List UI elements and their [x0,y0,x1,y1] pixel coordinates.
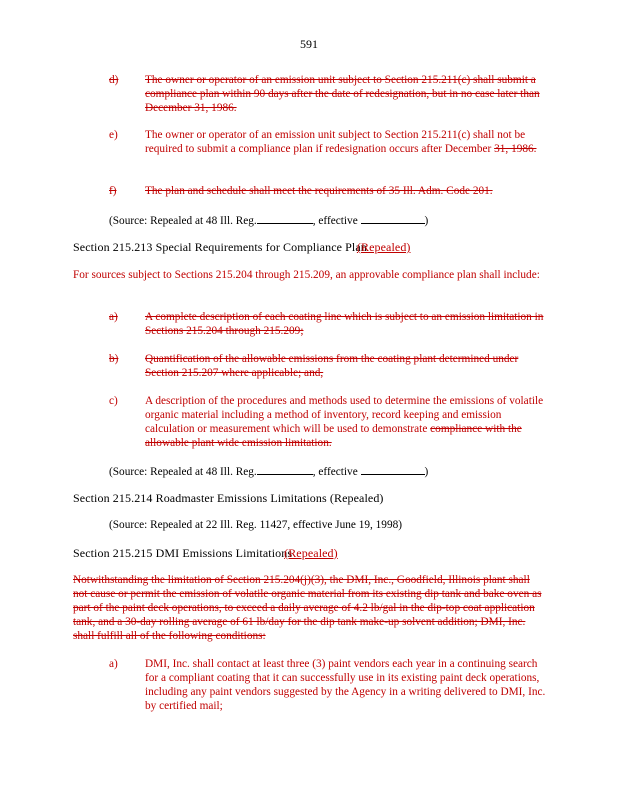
source-note [109,463,549,479]
section-title: Section 215.215 DMI Emissions Limitations [73,546,293,560]
item-text-struck: 31, 1986. [494,143,537,155]
item-label: e) [109,129,118,141]
item-text-main: The owner or operator of an emission unit subject to Section 215.211(c) shall not be required to submit a compliance plan if redesignation occurs after December [145,129,526,155]
item-text-struck: compliance with the allowable plant wide emission limitation. [145,423,522,449]
source-end: ) [424,215,429,227]
source-note: (Source: Repealed at 22 Ill. Reg. 11427, effective June 19, 1998) [109,519,403,531]
paragraph-215: Notwithstanding the limitation of Section 215.204(j)(3), the DMI, Inc., Goodfield, Illinois plant shall not cause or permit the emission of volatile organic material from its existing dip tank and bake oven as part of the paint deck operations, to exceed a daily average of 4.2 lb/gal in the dip-top coat application tank, and a 30-day rolling average of 61 lb/day for the dip tank make-up solvent addition; DMI, Inc. shall fulfill all of the following conditions: [73,574,542,642]
blank-line [361,212,425,224]
blank-line [257,212,313,224]
item-text: The owner or operator of an emission unit subject to Section 215.211(c) shall submit a compliance plan within 90 days after the date of redesignation, but in no case later than December 31, 1986. [145,74,540,114]
source-prefix: (Source: Repealed at 48 Ill. Reg. [109,215,257,227]
item-text: The plan and schedule shall meet the requirements of 35 Ill. Adm. Code 201. [145,185,493,197]
source-end: ) [424,466,429,478]
repealed-insert: (Repealed) [284,546,338,560]
source-effective: , effective [312,466,358,478]
section-title: Section 215.213 Special Requirements for Compliance Plan [73,240,367,254]
item-label: f) [109,185,117,197]
item-label: a) [109,658,118,670]
blank-line [361,463,425,475]
source-effective: , effective [312,215,358,227]
item-label: c) [109,395,118,407]
paragraph-213: For sources subject to Sections 215.204 through 215.209, an approvable compliance plan shall include: [73,269,540,281]
item-text: A complete description of each coating line which is subject to an emission limitation in Sections 215.204 through 215.209; [145,311,544,337]
item-text: DMI, Inc. shall contact at least three (3) paint vendors each year in a continuing search for a compliant coating that it can successfully use in its existing paint deck operations, including any paint vendors suggested by the Agency in a writing delivered to DMI, Inc. by certified mail; [145,658,546,712]
repealed-insert: (Repealed) [356,240,411,254]
item-text [145,128,549,156]
item-label: d) [109,74,119,86]
item-text [145,394,549,450]
source-note [109,212,549,228]
item-label: a) [109,311,118,323]
blank-line [257,463,313,475]
item-text: Quantification of the allowable emissions from the coating plant determined under Section 215.207 where applicable; and, [145,353,519,379]
source-prefix: (Source: Repealed at 48 Ill. Reg. [109,466,257,478]
section-heading-215 [73,546,338,560]
item-text-main: A description of the procedures and methods used to determine the emissions of volatile organic material including a method of inventory, record keeping and emission calculation or measurement which will be used to demonstrate [145,395,544,435]
page-number: 591 [300,37,318,51]
item-label: b) [109,353,119,365]
section-heading-213 [73,240,411,254]
section-heading-214: Section 215.214 Roadmaster Emissions Limitations (Repealed) [73,491,384,505]
